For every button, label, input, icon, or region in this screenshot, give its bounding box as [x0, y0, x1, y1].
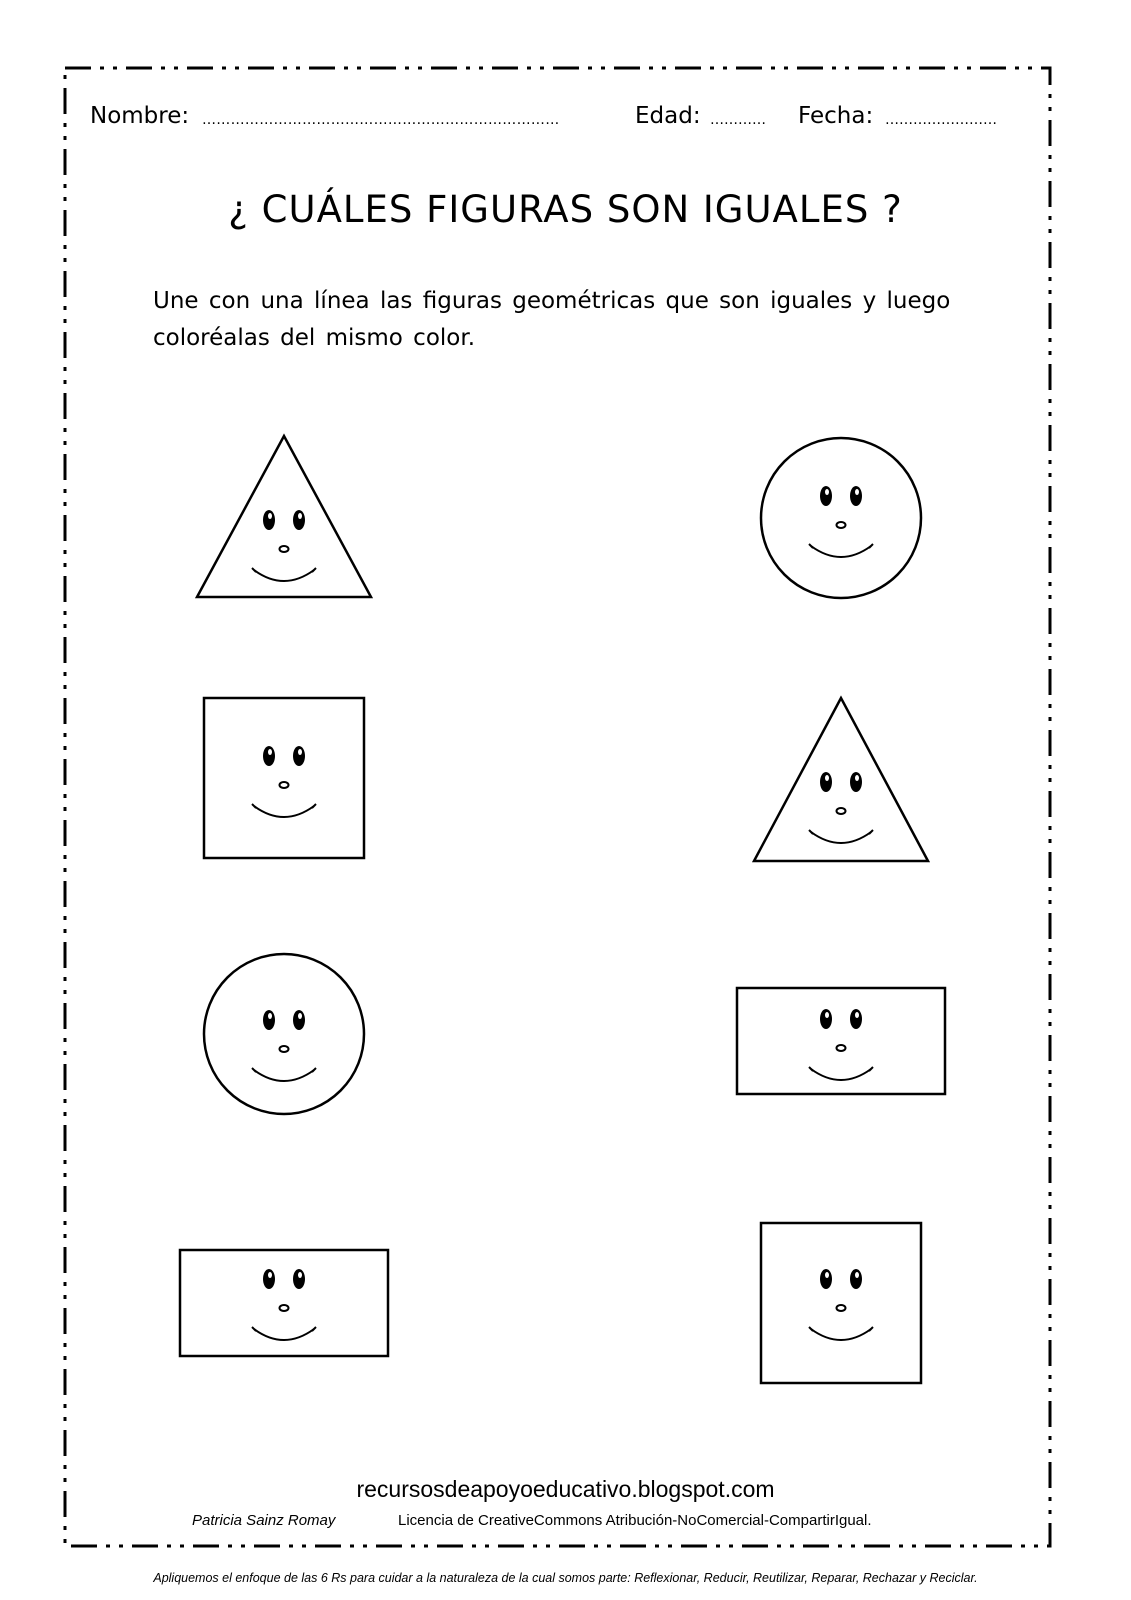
right-rectangle[interactable]	[737, 988, 945, 1094]
author-name: Patricia Sainz Romay	[192, 1512, 336, 1529]
license-text: Licencia de CreativeCommons Atribución-NoComercial-CompartirIgual.	[398, 1512, 872, 1529]
left-circle[interactable]	[204, 954, 364, 1114]
nombre-field[interactable]: …………………………………………………………………	[202, 112, 560, 128]
smiley-face-icon	[252, 1269, 316, 1340]
left-triangle[interactable]	[197, 436, 371, 597]
smiley-face-icon	[809, 772, 873, 843]
left-rectangle[interactable]	[180, 1250, 388, 1356]
left-square[interactable]	[204, 698, 364, 858]
smiley-face-icon	[809, 1269, 873, 1340]
fecha-field[interactable]: ……………………	[885, 112, 997, 128]
right-circle[interactable]	[761, 438, 921, 598]
website-link[interactable]: recursosdeapoyoeducativo.blogspot.com	[356, 1476, 775, 1502]
right-triangle[interactable]	[754, 698, 928, 861]
instructions-text: Une con una línea las figuras geométricas que son iguales y luego coloréalas del mismo color.	[153, 288, 951, 351]
edad-label: Edad:	[635, 103, 701, 129]
nombre-label: Nombre:	[90, 103, 190, 129]
smiley-face-icon	[252, 510, 316, 581]
right-square[interactable]	[761, 1223, 921, 1383]
worksheet-title: ¿ CUÁLES FIGURAS SON IGUALES ?	[228, 188, 903, 231]
smiley-face-icon	[809, 1009, 873, 1080]
smiley-face-icon	[252, 1010, 316, 1081]
fecha-label: Fecha:	[798, 103, 874, 129]
edad-field[interactable]: …………	[710, 112, 766, 128]
smiley-face-icon	[809, 486, 873, 557]
smiley-face-icon	[252, 746, 316, 817]
footer-note: Apliquemos el enfoque de las 6 Rs para cuidar a la naturaleza de la cual somos parte: Reflexionar, Reducir, Reutilizar, Reparar, Rechazar y Reciclar.	[153, 1571, 978, 1585]
